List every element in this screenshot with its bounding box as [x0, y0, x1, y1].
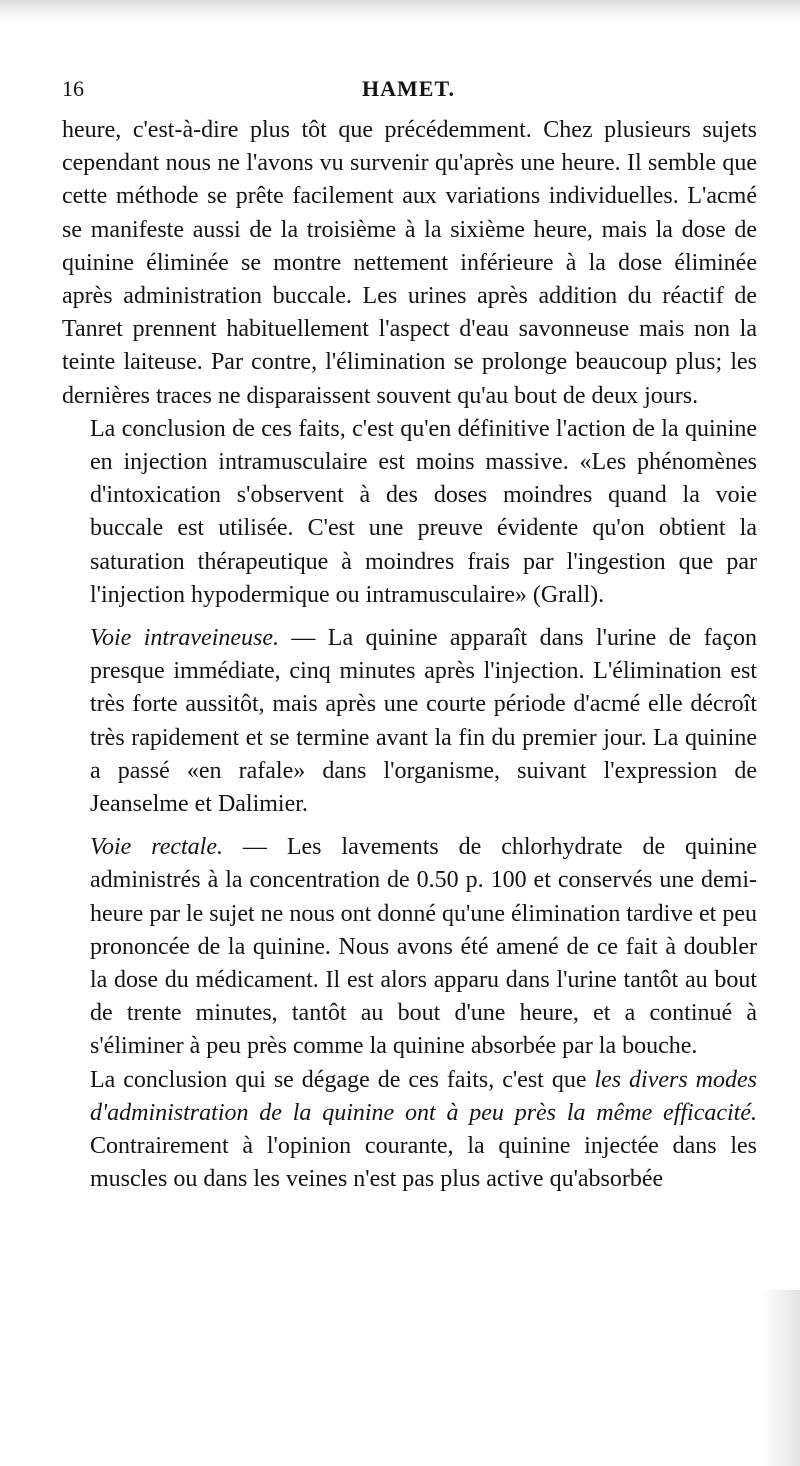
- running-head: HAMET.: [362, 76, 455, 101]
- paragraph-5-start: La conclusion qui se dégage de ces faits, c'est que: [90, 1066, 595, 1093]
- page-number: 16: [62, 76, 84, 101]
- section-label-intraveineuse: Voie intraveineuse.: [90, 625, 280, 652]
- page-corner-shadow: [760, 1290, 800, 1466]
- paragraph-5: [62, 1064, 757, 1197]
- paragraph-4-text: — Les lavements de chlorhydrate de quinine administrés à la concentration de 0.50 p. 100 et conservés une demi-heure par le sujet ne nous ont donné qu'une élimination tardive et peu prononcée de la quinine. Nous avons été amené de ce fait à doubler la dose du médicament. Il est alors apparu dans l'urine tantôt au bout de trente minutes, tantôt au bout d'une heure, et a continué à s'éliminer à peu près comme la quinine absorbée par la bouche.: [90, 834, 758, 1060]
- paragraph-3: [62, 622, 757, 821]
- paragraph-5-end: Contrairement à l'opinion courante, la quinine injectée dans les muscles ou dans les veines n'est pas plus active qu'absorbée: [90, 1133, 757, 1193]
- page-top-shadow: [0, 0, 800, 22]
- page-header: [62, 72, 755, 106]
- paragraph-4: [62, 831, 757, 1063]
- body-text: [62, 114, 757, 1197]
- section-label-rectale: Voie rectale.: [90, 834, 223, 861]
- paragraph-1: heure, c'est-à-dire plus tôt que précédemment. Chez plusieurs sujets cependant nous ne l'avons vu survenir qu'après une heure. Il semble que cette méthode se prête facilement aux variations individuelles. L'acmé se manifeste aussi de la troisième à la sixième heure, mais la dose de quinine éliminée se montre nettement inférieure à la dose éliminée après administration buccale. Les urines après addition du réactif de Tanret prennent habituellement l'aspect d'eau savonneuse mais non la teinte laiteuse. Par contre, l'élimination se prolonge beaucoup plus; les dernières traces ne disparaissent souvent qu'au bout de deux jours.: [62, 117, 757, 409]
- paragraph-5-emphasis: les divers modes d'administration de la quinine ont à peu près la même efficacité.: [90, 1066, 757, 1126]
- paragraph-3-text: — La quinine apparaît dans l'urine de façon presque immédiate, cinq minutes après l'injection. L'élimination est très forte aussitôt, mais après une courte période d'acmé elle décroît très rapidement et se termine avant la fin du premier jour. La quinine a passé «en rafale» dans l'organisme, suivant l'expression de Jeanselme et Dalimier.: [90, 625, 757, 818]
- paragraph-2: La conclusion de ces faits, c'est qu'en définitive l'action de la quinine en injection intramusculaire est moins massive. «Les phénomènes d'intoxication s'observent à des doses moindres quand la voie buccale est utilisée. C'est une preuve évidente qu'on obtient la saturation thérapeutique à moindres frais par l'ingestion que par l'injection hypodermique ou intramusculaire» (Grall).: [90, 415, 757, 608]
